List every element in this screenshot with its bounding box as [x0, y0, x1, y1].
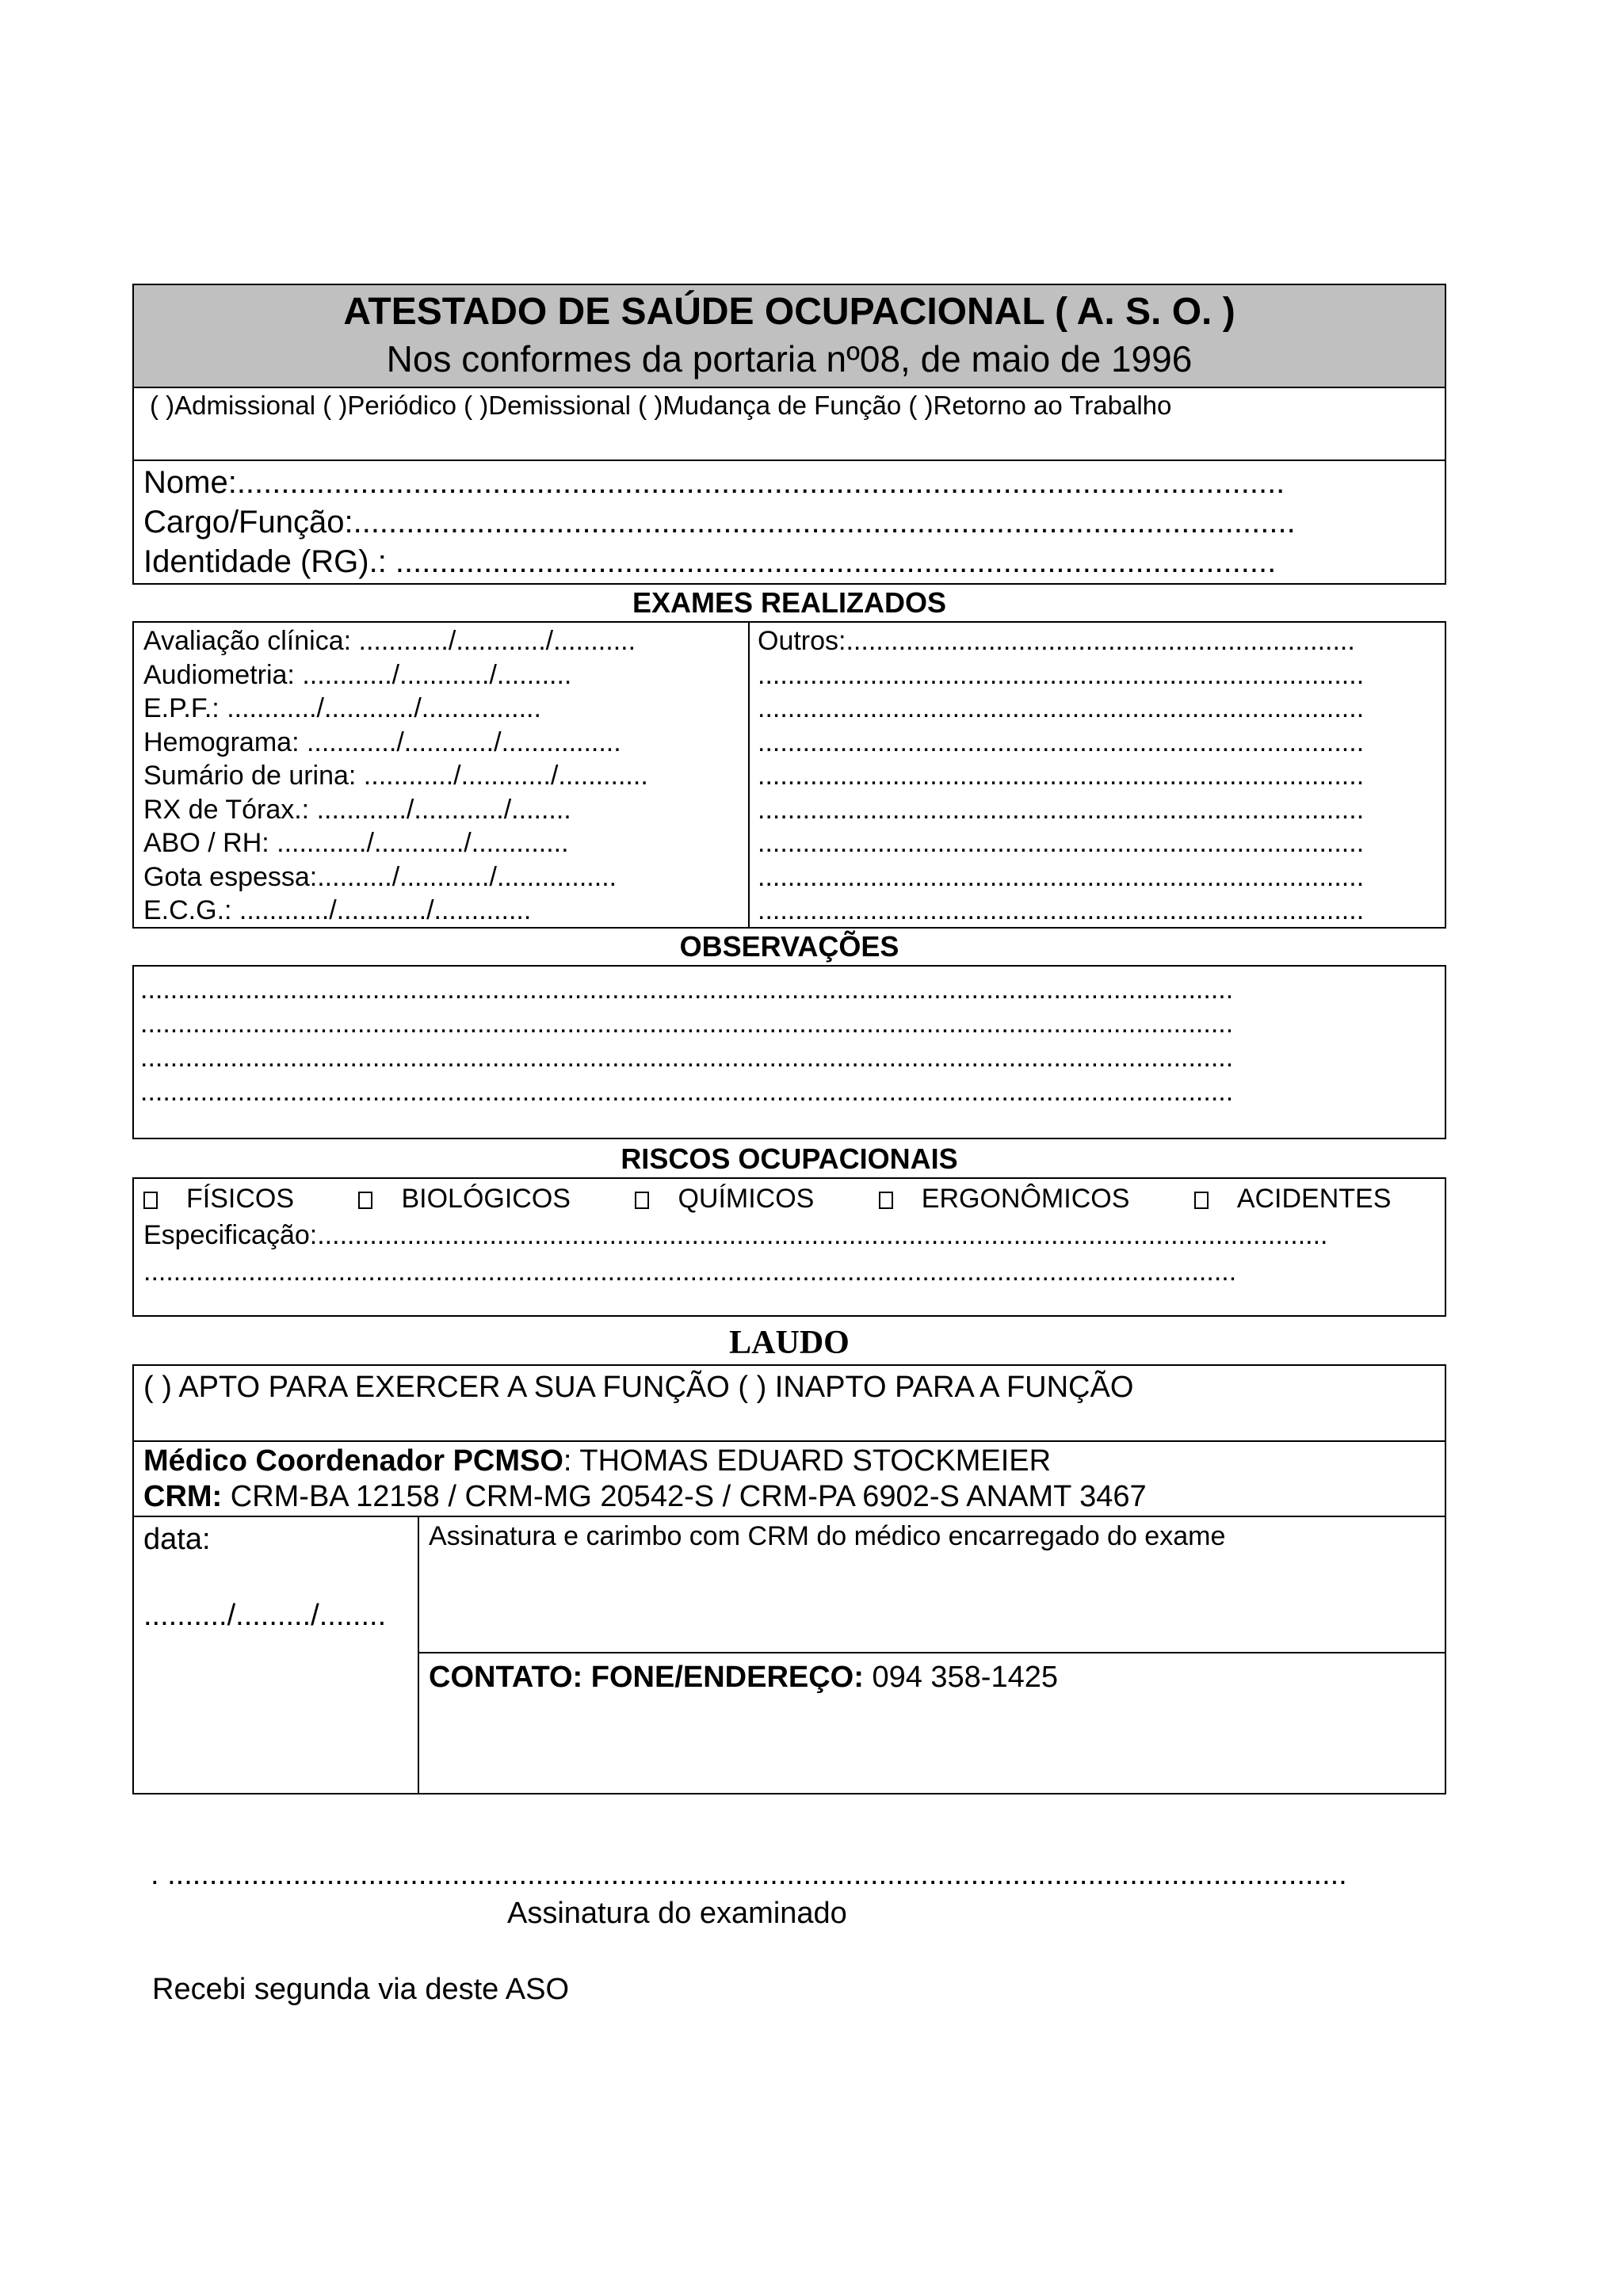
form-title: ATESTADO DE SAÚDE OCUPACIONAL ( A. S. O. )	[343, 291, 1235, 333]
examinado-signature-line[interactable]: . .............................................................................................................................................	[151, 1858, 1347, 1891]
risco-fisicos[interactable]	[143, 1184, 323, 1214]
especificacao-field[interactable]: Especificação:.......................................................................................................................................	[143, 1220, 1328, 1250]
outros-line[interactable]: .................................................................................	[758, 761, 1365, 791]
medico-signature-area[interactable]	[419, 1517, 1445, 1653]
checkbox-icon[interactable]	[143, 1192, 158, 1209]
checkbox-icon[interactable]	[1194, 1192, 1209, 1209]
observacao-line[interactable]: ..................................................................................................................................................	[140, 1043, 1234, 1073]
risco-label: BIOLÓGICOS	[401, 1184, 571, 1214]
data-field[interactable]: ........../........./........	[143, 1599, 387, 1632]
checkbox-icon[interactable]	[635, 1192, 649, 1209]
exam-item[interactable]: Audiometria: ............/............/..........	[143, 659, 572, 690]
exam-item[interactable]: ABO / RH: ............/............/.............	[143, 828, 569, 858]
risco-biologicos[interactable]	[358, 1184, 599, 1214]
contato-area	[419, 1653, 1445, 1793]
crm-value: CRM-BA 12158 / CRM-MG 20542-S / CRM-PA 6902-S ANAMT 3467	[222, 1480, 1147, 1513]
outros-line[interactable]: .................................................................................	[758, 693, 1365, 723]
observacao-line[interactable]: ..................................................................................................................................................	[140, 1009, 1234, 1039]
medico-label: Médico Coordenador PCMSO	[143, 1444, 563, 1478]
risco-label: QUÍMICOS	[678, 1184, 815, 1214]
data-cell	[134, 1517, 419, 1793]
risco-quimicos[interactable]	[635, 1184, 842, 1214]
exames-table	[132, 621, 1446, 929]
riscos-box	[132, 1177, 1446, 1317]
medico-name: : THOMAS EDUARD STOCKMEIER	[563, 1444, 1052, 1478]
form-header-box	[132, 284, 1446, 585]
outros-list	[750, 623, 1445, 927]
laudo-bottom	[134, 1517, 1445, 1793]
nome-field[interactable]: Nome:.......................................................................................................................	[143, 465, 1285, 500]
outros-line[interactable]: .................................................................................	[758, 895, 1365, 925]
examinado-signature-caption: Assinatura do examinado	[507, 1897, 847, 1930]
crm-info	[143, 1479, 1435, 1515]
exam-type-options[interactable]: ( )Admissional ( )Periódico ( )Demissional ( )Mudança de Função ( )Retorno ao Trabalho	[134, 388, 1445, 461]
especificacao-extra-line[interactable]: ..................................................................................................................................................	[143, 1257, 1237, 1287]
riscos-title: RISCOS OCUPACIONAIS	[621, 1142, 958, 1175]
identidade-field[interactable]: Identidade (RG).: ....................................................................................................	[143, 544, 1277, 579]
data-label: data:	[143, 1523, 211, 1556]
form-subtitle: Nos conformes da portaria nº08, de maio de 1996	[386, 338, 1193, 379]
contato-info	[429, 1655, 1435, 1699]
form-header	[134, 285, 1445, 388]
observacao-line[interactable]: ..................................................................................................................................................	[140, 974, 1234, 1005]
medico-coordenador	[143, 1444, 1435, 1479]
exam-item[interactable]: Gota espessa:........../............/................	[143, 861, 617, 892]
exam-item[interactable]: Avaliação clínica: ............/............/...........	[143, 626, 636, 656]
outros-line[interactable]: .................................................................................	[758, 828, 1365, 858]
aso-form	[132, 284, 1446, 1794]
cargo-field[interactable]: Cargo/Função:...........................................................................................................	[143, 505, 1296, 540]
outros-line[interactable]: .................................................................................	[758, 861, 1365, 892]
risco-label: ERGONÔMICOS	[921, 1184, 1130, 1214]
contato-label: CONTATO: FONE/ENDEREÇO:	[429, 1661, 864, 1694]
crm-label: CRM:	[143, 1480, 223, 1513]
contato-value: 094 358-1425	[863, 1661, 1058, 1694]
observacoes-box	[132, 965, 1446, 1139]
exames-title: EXAMES REALIZADOS	[632, 586, 947, 619]
risco-acidentes[interactable]	[1194, 1184, 1420, 1214]
risco-label: ACIDENTES	[1236, 1184, 1392, 1214]
outros-line[interactable]: .................................................................................	[758, 727, 1365, 757]
outros-line[interactable]: .................................................................................	[758, 794, 1365, 825]
outros-line[interactable]: .................................................................................	[758, 659, 1365, 690]
exam-item[interactable]: RX de Tórax.: ............/............/........	[143, 794, 571, 825]
laudo-title: LAUDO	[729, 1325, 850, 1361]
observacoes-title: OBSERVAÇÕES	[679, 930, 899, 963]
aptidao-options[interactable]: ( ) APTO PARA EXERCER A SUA FUNÇÃO ( ) INAPTO PARA A FUNÇÃO	[134, 1366, 1445, 1442]
exam-item[interactable]: Hemograma: ............/............/................	[143, 727, 621, 757]
identification-section	[134, 461, 1445, 583]
risco-ergonomicos[interactable]	[879, 1184, 1159, 1214]
exam-item[interactable]: E.C.G.: ............/............/.............	[143, 895, 532, 925]
signature-column	[419, 1517, 1445, 1793]
checkbox-icon[interactable]	[358, 1192, 372, 1209]
receipt-text: Recebi segunda via deste ASO	[152, 1973, 570, 2006]
exam-item[interactable]: Sumário de urina: ............/............/............	[143, 761, 648, 791]
exames-list	[134, 623, 750, 927]
riscos-options	[143, 1180, 1435, 1217]
medico-signature-label: Assinatura e carimbo com CRM do médico encarregado do exame	[429, 1521, 1226, 1551]
risco-label: FÍSICOS	[186, 1184, 295, 1214]
outros-line[interactable]: Outros:....................................................................	[758, 626, 1355, 656]
laudo-box	[132, 1364, 1446, 1794]
observacao-line[interactable]: ..................................................................................................................................................	[140, 1077, 1234, 1107]
exam-item[interactable]: E.P.F.: ............/............/................	[143, 693, 541, 723]
medico-info	[134, 1442, 1445, 1517]
checkbox-icon[interactable]	[879, 1192, 893, 1209]
